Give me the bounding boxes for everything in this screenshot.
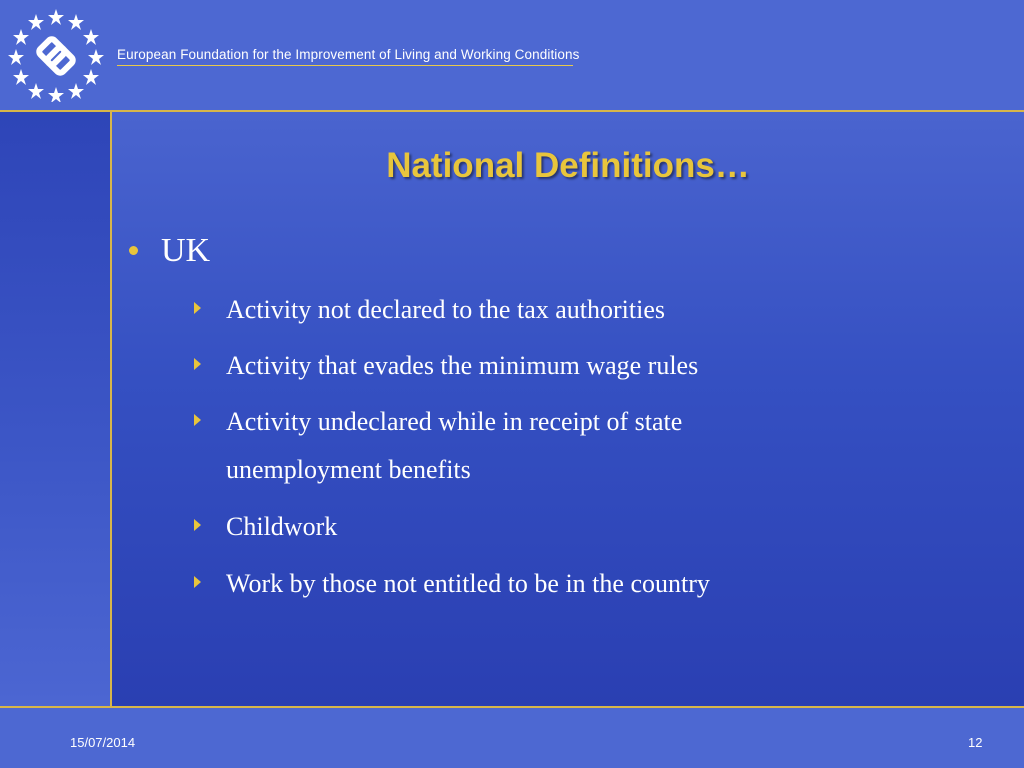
- footer-bar: [0, 708, 1024, 768]
- triangle-arrow-icon: [190, 354, 204, 374]
- triangle-arrow-icon: [190, 410, 204, 430]
- list-item-text: Activity that evades the minimum wage rules: [226, 351, 699, 380]
- list-item-text: Activity not declared to the tax authorities: [226, 295, 665, 324]
- list-item-text: Activity undeclared while in receipt of state unemployment benefits: [226, 407, 683, 484]
- level1-heading: UK: [161, 232, 211, 269]
- dot-bullet-icon: [129, 246, 138, 255]
- triangle-arrow-icon: [190, 298, 204, 318]
- organization-underline: [117, 65, 573, 66]
- header-bar: [0, 0, 1024, 110]
- list-item-text: Childwork: [226, 512, 338, 541]
- page-number: 12: [968, 735, 983, 750]
- organization-name: European Foundation for the Improvement of Living and Working Conditions: [117, 47, 580, 62]
- footer-date: 15/07/2014: [70, 735, 136, 750]
- slide-title: National Definitions…: [386, 146, 750, 185]
- list-item-text: Work by those not entitled to be in the country: [226, 569, 710, 598]
- left-panel: [0, 112, 110, 706]
- triangle-arrow-icon: [190, 572, 204, 592]
- triangle-arrow-icon: [190, 515, 204, 535]
- eurofound-logo: [8, 6, 104, 102]
